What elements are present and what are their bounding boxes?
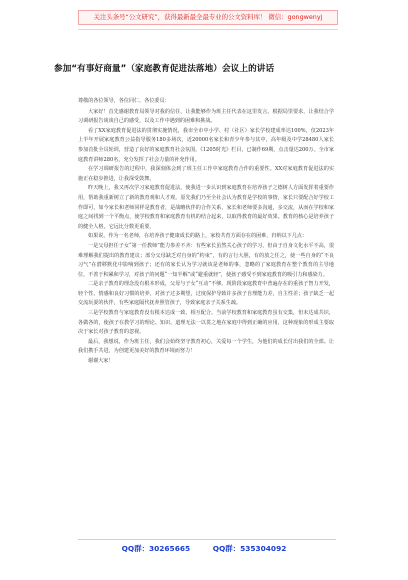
- footer-divider: [78, 539, 336, 540]
- qq-group-2: QQ群：535304092: [212, 544, 287, 553]
- paragraph: 大家好！首先感谢教育局领导对我的信任，让我能够作为班主任代表在这里发言。根据局里要求，让我结合学习调研报告谈谈自己的感受，以及工作中遇到的困难和挑战。: [78, 108, 334, 125]
- paragraph: 二是亲子教育的理念没有根本形成，父母与子女“互动”不够。现阶段家庭教育中普遍存在的重孩子智力开发，轻个性、情感和良好习惯的培养，对孩子过多期望，过度保护导致许多孩子自理能力差，自主性差；孩子缺乏一起交流玩耍的伙伴，有些家庭隔代抚养照管孩子，导致家庭亲子关系生疏。: [78, 281, 334, 307]
- promo-banner[interactable]: 关注头条号“公文研究”，获得最新最全最专业的公文资料库！ 微信：gongwenyj: [78, 10, 338, 25]
- paragraph: 昨天晚上，我又再次学习家庭教育促进法，使我进一步认识到家庭教育在培养孩子之德树人方面发挥着重要作用，帮助我重新树立了新的教育观和人才观。原先我们乃至全社会认为教育是学校的事情，家长只要配合好学校工作即可，如今家长和老师同样是教育者，是战略伙伴的合作关系，家长和老师要多沟通，多交流，从而在学校和家庭之间找到一个平衡点，使学校教育和家庭教育有机的结合起来，以取得教育的最好效果。教育的核心是培养孩子的健全人格，它远比分数更重要。: [78, 185, 334, 230]
- paragraph: 最后，我想说，作为班主任，我们会始终坚守教育初心，关爱每一个学生，为他们的成长付出我们的全部。让我们携手共进，为创建更加美好的教育环境而努力！: [78, 338, 334, 355]
- header-divider: [78, 29, 338, 30]
- document-body: [78, 97, 334, 367]
- paragraph: 如果说，作为一名老师，在培养孩子健康成长的路上，家校共育方面存在的困难，归纳以下几点：: [88, 233, 308, 240]
- document-title: 参加“有事好商量”（家庭教育促进法落地）会议上的讲话: [54, 64, 275, 74]
- page-header: [0, 0, 408, 44]
- closing-line: 谢谢大家！: [88, 358, 114, 365]
- paragraph: 三是学校教育与家庭教育没有根本达成一致、相互配合。当前学校教育和家庭教育虽有交集，但未达成共识，各做各的，使孩子在教学习的理论、知识、道理无法一以贯之地在家庭中得到正确的应用，这种现象的形成主要取决于家长对孩子教育的忽视。: [78, 310, 334, 336]
- salutation: 尊敬的各位领导，各位同仁，各位委员：: [78, 98, 170, 104]
- page-footer: [0, 543, 408, 563]
- paragraph: 在学习调研报告的过程中，我深刻体会到了班主任工作中家庭教育合作的重要性。XX对家庭教育促进法的实施正在稳步推进，让我深受鼓舞。: [78, 166, 334, 182]
- paragraph: 一是父母担任子女“第一任教师”能力参差不齐：有些家长虽然关心孩子的学习，但由于自身文化水平不高，很难理解我们提出的教育建议；部分父母缺乏对自身的“约束”，有的言行大胆，有的放之任之，使一些自身的“不良习气”在潜移默化中影响到孩子；还有的家长认为学习就该是老师的事，忽略的了家庭教育在整个教育的主导地位，不善于积累和学习，对孩子的问题“一知半解”或“避重就轻”，使孩子感受不到家庭教育的吸引力和感染力。: [78, 242, 334, 278]
- qq-group-1: QQ群：30265665: [121, 544, 191, 553]
- paragraph: 看了XX家庭教育促进法的贯彻实施情况，我市全市中小学、村（社区）家长学校建成率达100%，仅2023年上半年开展家庭教育公益指导服务180多场次，近20000名家长和青少年参与其中，高年级及中学28480人家长参加首批全员轮训，营造了良好的家庭教育社会氛围。《1205时光》栏目，已制作69期，点击量达200万。全市家庭教育讲师280名，充分发挥了社会力量的补充作用。: [78, 127, 334, 163]
